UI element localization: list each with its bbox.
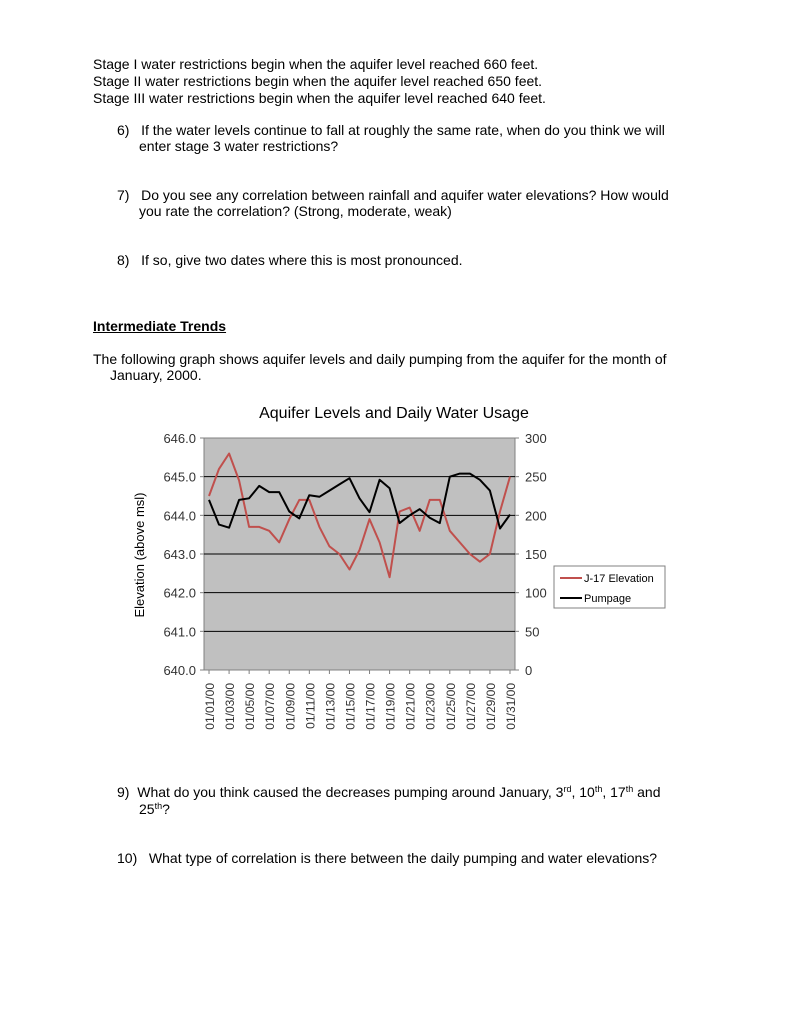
question-10 bbox=[117, 850, 657, 866]
question-number: 10) bbox=[117, 850, 138, 866]
question-text: , 10 bbox=[571, 784, 595, 800]
aquifer-chart bbox=[120, 395, 680, 755]
superscript: th bbox=[594, 784, 603, 794]
intro-line2: January, 2000. bbox=[110, 367, 202, 383]
x-tick-label: 01/03/00 bbox=[223, 683, 238, 730]
y2-tick-label: 150 bbox=[525, 547, 547, 562]
x-tick-label: 01/15/00 bbox=[343, 683, 358, 730]
question-text: If the water levels continue to fall at roughly the same rate, when do you think we will bbox=[141, 122, 665, 138]
question-text: and bbox=[633, 784, 661, 800]
question-text: If so, give two dates where this is most pronounced. bbox=[141, 252, 463, 268]
question-number: 9) bbox=[117, 784, 130, 800]
y2-tick-label: 250 bbox=[525, 469, 547, 485]
x-tick-label: 01/09/00 bbox=[283, 683, 298, 730]
question-text: ? bbox=[162, 801, 170, 817]
question-6 bbox=[117, 122, 665, 138]
y-tick-label: 640.0 bbox=[163, 663, 196, 678]
y2-tick-label: 50 bbox=[525, 624, 540, 640]
x-tick-label: 01/19/00 bbox=[383, 683, 398, 730]
question-text: What type of correlation is there between the daily pumping and water elevations? bbox=[148, 850, 658, 866]
x-tick-label: 01/31/00 bbox=[503, 683, 518, 730]
y-tick-label: 645.0 bbox=[163, 469, 196, 485]
question-number: 8) bbox=[117, 252, 130, 268]
x-tick-label: 01/23/00 bbox=[423, 683, 438, 730]
y2-tick-label: 100 bbox=[525, 585, 547, 601]
superscript: th bbox=[154, 801, 163, 811]
section-heading: Intermediate Trends bbox=[93, 318, 227, 334]
question-text: 25 bbox=[139, 801, 155, 817]
legend-label-pumpage: Pumpage bbox=[584, 593, 632, 605]
legend bbox=[554, 566, 665, 608]
x-tick-label: 01/01/00 bbox=[203, 683, 218, 730]
x-tick-label: 01/05/00 bbox=[243, 683, 258, 730]
question-8 bbox=[117, 252, 463, 268]
y-tick-label: 643.0 bbox=[163, 547, 196, 562]
question-text: Do you see any correlation between rainfall and aquifer water elevations? How would bbox=[141, 187, 669, 203]
stage-3-text: Stage III water restrictions begin when the aquifer level reached 640 feet. bbox=[93, 90, 546, 106]
question-7 bbox=[117, 187, 669, 203]
legend-label-elevation: J-17 Elevation bbox=[584, 573, 654, 585]
question-number: 7) bbox=[117, 187, 130, 203]
y2-axis-ticks bbox=[515, 431, 547, 678]
x-tick-label: 01/13/00 bbox=[323, 683, 338, 730]
x-tick-label: 01/17/00 bbox=[363, 683, 378, 730]
y2-tick-label: 0 bbox=[525, 663, 533, 678]
y-tick-label: 646.0 bbox=[163, 431, 196, 446]
stage-2-text: Stage II water restrictions begin when the aquifer level reached 650 feet. bbox=[93, 73, 543, 89]
x-tick-label: 01/11/00 bbox=[303, 683, 318, 729]
x-axis-ticks bbox=[203, 670, 518, 730]
y-tick-label: 641.0 bbox=[163, 624, 196, 640]
question-6-line2: enter stage 3 water restrictions? bbox=[139, 138, 339, 154]
superscript: th bbox=[625, 784, 634, 794]
chart-title: Aquifer Levels and Daily Water Usage bbox=[259, 405, 529, 422]
question-9-line2 bbox=[139, 801, 170, 817]
x-tick-label: 01/21/00 bbox=[403, 683, 418, 730]
question-number: 6) bbox=[117, 122, 130, 138]
y-tick-label: 642.0 bbox=[163, 585, 196, 601]
question-7-line2: you rate the correlation? (Strong, moderate, weak) bbox=[139, 203, 452, 219]
question-9 bbox=[117, 784, 660, 800]
stage-1-text: Stage I water restrictions begin when the aquifer level reached 660 feet. bbox=[93, 56, 539, 72]
y-tick-label: 644.0 bbox=[163, 508, 196, 524]
question-text: What do you think caused the decreases pumping around January, 3 bbox=[137, 784, 564, 800]
question-text: , 17 bbox=[602, 784, 626, 800]
y2-tick-label: 200 bbox=[525, 508, 547, 524]
x-tick-label: 01/25/00 bbox=[443, 683, 458, 730]
y2-tick-label: 300 bbox=[525, 431, 547, 446]
intro-line1: The following graph shows aquifer levels and daily pumping from the aquifer for the month of bbox=[93, 351, 667, 367]
x-tick-label: 01/29/00 bbox=[483, 683, 498, 730]
y-axis-ticks bbox=[163, 431, 204, 678]
x-tick-label: 01/07/00 bbox=[263, 683, 278, 730]
superscript: rd bbox=[563, 784, 572, 794]
y-axis-label: Elevation (above msl) bbox=[132, 492, 147, 618]
x-tick-label: 01/27/00 bbox=[463, 683, 478, 730]
